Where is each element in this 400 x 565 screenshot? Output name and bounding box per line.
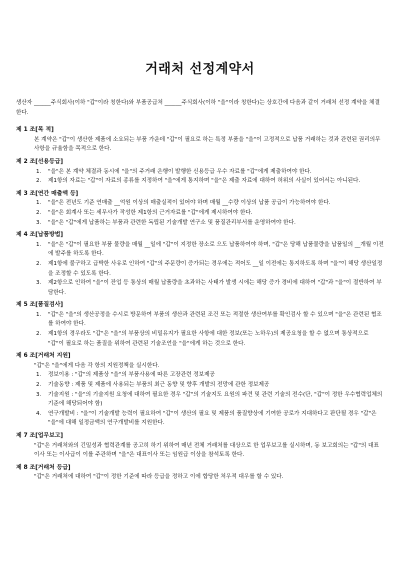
article-item: [36, 279, 384, 298]
article-item: [36, 260, 384, 279]
article-heading: 제 1 조[목 적]: [16, 127, 54, 134]
article-item: [36, 371, 384, 381]
item-number: 3.: [36, 391, 42, 398]
article-heading: 제 8 조[거래처 등급]: [16, 464, 71, 471]
article-5: [16, 301, 384, 349]
article-paragraph: "갑"은 거래처와의 긴밀성과 협력관계를 공고히 하기 위하여 매년 전체 거래처를 대상으로 한 업무보고를 실시하며, 동 보고회의는 "갑"의 대표이사 또는 이사급이 이를 주관하며 "을"은 대표이사 또는 임원급 이상을 참석토록 한다.: [34, 442, 379, 459]
item-text: "을"은 "갑"에게 납품하는 부품과 관련한 독립된 기술개발 연구소 및 품질관리부서를 운영하여야 한다.: [48, 219, 296, 226]
article-1: [16, 126, 384, 155]
article-item: [36, 199, 384, 209]
article-item: [36, 330, 384, 349]
article-body: [16, 168, 384, 187]
article-body: [16, 241, 384, 299]
item-number: 2.: [36, 209, 42, 216]
article-item: [36, 177, 384, 187]
item-number: 2.: [36, 382, 42, 389]
article-paragraph: "갑"은 "을"에게 다음 각 항의 지원정책을 실시한다.: [34, 362, 160, 369]
item-text: 제1항의 자료는 "갑"이 자료의 종류를 지정하여 "을"에게 통지하며 "을"은 제출 자료에 대하여 허위의 사실이 있어서는 아니된다.: [48, 178, 361, 185]
item-number: 1.: [36, 200, 42, 207]
article-3: [16, 190, 384, 228]
article-6: [16, 352, 384, 429]
article-body: [16, 442, 384, 461]
article-heading: 제 5 조[품질검사]: [16, 302, 63, 309]
item-number: 1.: [36, 241, 42, 248]
article-paragraph: "갑"은 거래처에 대하여 "갑"이 정한 기준에 따라 등급을 정하고 이에 합당한 처우적 대우를 할 수 있다.: [34, 474, 284, 481]
item-number: 1.: [36, 311, 42, 318]
article-heading: 제 7 조[업무보고]: [16, 433, 63, 439]
article-heading: 제 2 조[선용등급]: [16, 158, 63, 165]
article-item: [36, 311, 384, 330]
article-item: [36, 410, 384, 429]
item-text: "을"은 본 계약 체결과 동시에 "을"의 주거래 은행이 발행한 신용등급 우수 자료를 "갑"에게 제출하여야 한다.: [48, 168, 312, 175]
article-item: [36, 168, 384, 178]
article-item: [36, 241, 384, 260]
item-number: 3.: [36, 219, 42, 226]
article-item: [36, 381, 384, 391]
item-text: "을"은 "갑"이 필요한 부품 물량을 매월 __일에 "갑"이 지정한 장소로 으도 납품하여야 하며, "갑"은 당해 납품물량을 납품일의 __개월 이전에 발주를 하도록 한다.: [48, 241, 384, 258]
item-number: 3.: [36, 280, 42, 287]
article-heading: 제 4 조[납품방법]: [16, 232, 63, 239]
item-number: 4.: [36, 410, 42, 417]
intro-paragraph: 생산자 ______주식회사(이하 "갑"이라 칭한다)와 부품공급처 ______주식회사(이하 "을"이라 칭한다)는 상호간에 다음과 같이 거래처 선정 계약을 체결한다.: [16, 100, 380, 116]
item-number: 2.: [36, 178, 42, 185]
item-text: 제1항의 경우라도 "갑"은 "을"의 부품상의 비밀유지가 필요한 사항에 대한 정보(또는 노하우)의 제공요청을 할 수 없으며 통상적으로 "갑"이 필요로 하는 품질을 위하여 관련된 기술조언을 "을"에게 하는 것으로 한다.: [48, 331, 369, 347]
article-body: [16, 473, 384, 483]
article-body: [16, 199, 384, 228]
item-text: 제1항에 불구하고 급박한 사유로 인하여 "갑"의 주문량이 증가되는 경우에는 적어도 __일 이전에는 통지하도록 하며 "을"이 해당 생산일정을 조정할 수 있도록 한다.: [48, 260, 383, 277]
item-number: 1.: [36, 168, 42, 175]
item-text: 제2항으로 인하여 "을"이 잔업 등 통상의 매월 납품량을 초과하는 사태가 발생 시에는 해당 증가 경비에 대하여 "갑"과 "을"이 절반하여 부담한다.: [48, 280, 382, 296]
article-body: [16, 311, 384, 349]
article-7: [16, 432, 384, 461]
articles-list: [16, 126, 384, 483]
article-item: [36, 209, 384, 219]
article-item: [36, 391, 384, 410]
article-body: [16, 136, 384, 155]
document-title: 거래처 선정계약서: [145, 62, 255, 77]
item-text: 정보이용 : "갑"의 제품상 "을"의 부품사용에 따른 고장관련 정보제공: [48, 372, 215, 379]
item-text: "을"은 전년도 기준 연매출 __억원 이상의 매출실적이 있어야 하며 매월 __수량 이상의 납품 공급이 가능하여야 한다.: [48, 200, 331, 207]
article-body: [16, 362, 384, 429]
item-text: 기술지원 : "을"의 기술지원 요청에 대하여 필요한 경우 "갑"의 기술지도 요원의 파견 및 관련 기술의 전수(단, "갑"이 정한 우수협력업체의 기준에 해당되어야 함): [48, 391, 383, 408]
item-text: 기술동향 : 제품 및 제품에 사용되는 부품의 최근 동향 및 향후 개발의 전망에 관한 정보제공: [48, 382, 270, 389]
article-4: [16, 231, 384, 298]
article-2: [16, 158, 384, 187]
item-number: 1.: [36, 372, 42, 379]
item-number: 2.: [36, 260, 42, 267]
item-text: "갑"은 "을"의 생산공정을 수시로 방문하여 부품의 생산과 관련된 조건 또는 적절한 생산여부를 확인검사 할 수 있으며 "을"은 관련된 협조를 하여야 한다.: [48, 311, 382, 328]
item-text: 연구개발비 : "을"이 기술개발 능력이 필요하여 "갑"이 생산의 필요 및 제품의 품질향상에 기여한 공로가 지대하다고 판단될 경우 "갑"은 "을"에 대해 일정금액의 연구개발비를 지원한다.: [48, 410, 377, 427]
item-text: "을"은 회계사 또는 세무사가 작성한 제1항의 근거자료를 "갑"에게 제시하여야 한다.: [48, 209, 253, 216]
article-heading: 제 3 조[연간 매출액 등]: [16, 190, 79, 197]
item-number: 2.: [36, 331, 42, 338]
article-item: [36, 219, 384, 229]
article-paragraph: 본 계약은 "갑"이 생산한 제품에 소요되는 부품 가운데 "갑"이 필요로 하는 특정 부품을 "을"이 고정적으로 납품 거래하는 것과 관련된 권리의무 사항을 규율함을 목적으로 한다.: [34, 136, 381, 153]
article-heading: 제 6 조[거래처 지원]: [16, 353, 71, 360]
article-8: [16, 464, 384, 483]
